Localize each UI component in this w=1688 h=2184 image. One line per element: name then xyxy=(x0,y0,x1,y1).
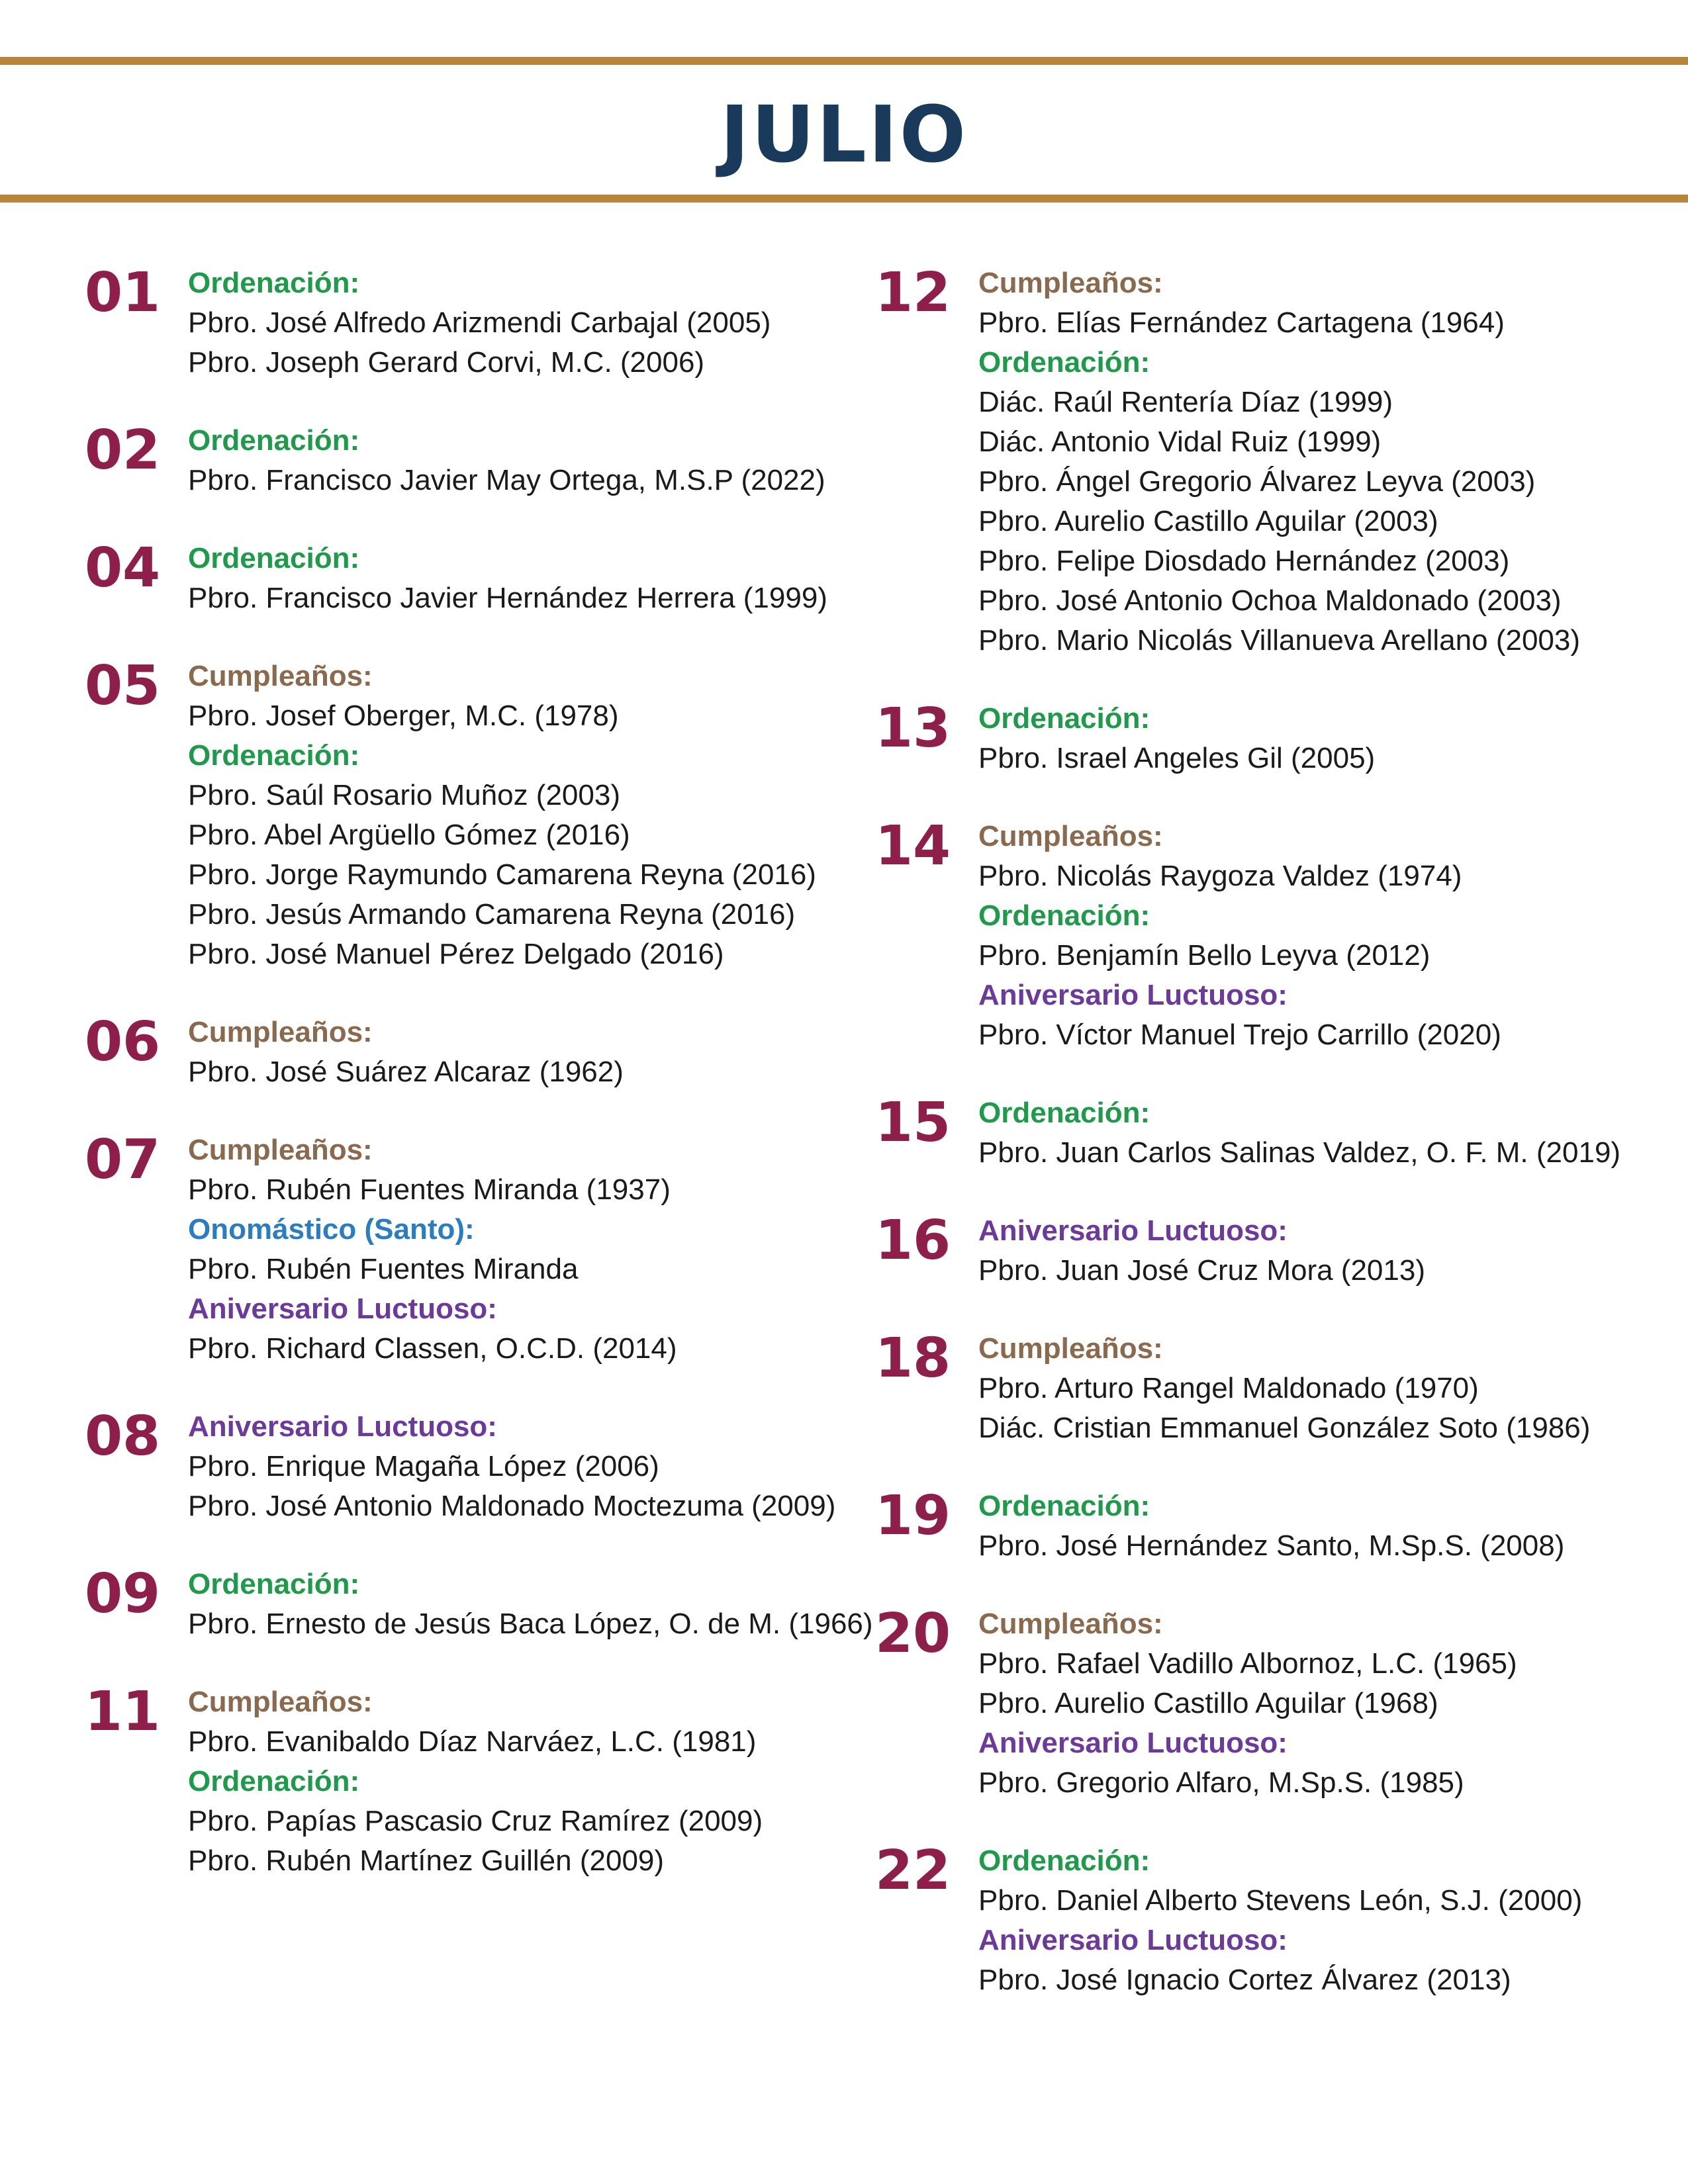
day-events xyxy=(978,1841,1663,2000)
day-events xyxy=(978,1211,1663,1291)
day-number: 19 xyxy=(875,1484,951,1547)
person-name: Pbro. Juan Carlos Salinas Valdez, O. F. M. (2019) xyxy=(978,1136,1621,1169)
person-name: Pbro. José Antonio Maldonado Moctezuma (2009) xyxy=(188,1490,836,1522)
day-number: 08 xyxy=(85,1405,161,1468)
day-events xyxy=(188,657,853,974)
day-number: 13 xyxy=(875,697,951,760)
day-entry-19 xyxy=(875,1486,1663,1566)
day-events xyxy=(188,1130,853,1369)
day-events xyxy=(978,263,1663,660)
category-heading-ordenacion: Ordenación: xyxy=(188,542,360,574)
day-events xyxy=(188,263,853,383)
person-name: Pbro. Enrique Magaña López (2006) xyxy=(188,1450,659,1482)
person-name: Diác. Raúl Rentería Díaz (1999) xyxy=(978,386,1393,418)
person-name: Pbro. Francisco Javier Hernández Herrera (1999) xyxy=(188,582,827,614)
day-number: 16 xyxy=(875,1209,951,1272)
person-name: Pbro. Papías Pascasio Cruz Ramírez (2009) xyxy=(188,1805,763,1837)
category-heading-onomastico: Onomástico (Santo): xyxy=(188,1213,475,1246)
day-entry-06 xyxy=(85,1013,853,1092)
day-entry-15 xyxy=(875,1093,1663,1173)
category-heading-ordenacion: Ordenación: xyxy=(978,346,1150,379)
month-title: JULIO xyxy=(720,89,968,180)
day-entry-11 xyxy=(85,1682,853,1881)
top-accent-rule xyxy=(0,57,1688,65)
day-events xyxy=(188,1013,853,1092)
day-number: 22 xyxy=(875,1839,951,1902)
category-heading-ordenacion: Ordenación: xyxy=(188,1765,360,1797)
left-column xyxy=(85,261,873,1881)
person-name: Pbro. José Manuel Pérez Delgado (2016) xyxy=(188,938,724,970)
day-entry-18 xyxy=(875,1329,1663,1448)
category-heading-aniversario: Aniversario Luctuoso: xyxy=(978,1214,1288,1247)
person-name: Pbro. Elías Fernández Cartagena (1964) xyxy=(978,306,1505,339)
person-name: Pbro. Abel Argüello Gómez (2016) xyxy=(188,819,630,851)
day-entry-01 xyxy=(85,263,853,383)
person-name: Pbro. Ernesto de Jesús Baca López, O. de M. (1966) xyxy=(188,1608,873,1640)
person-name: Pbro. José Hernández Santo, M.Sp.S. (2008) xyxy=(978,1529,1565,1562)
person-name: Pbro. Gregorio Alfaro, M.Sp.S. (1985) xyxy=(978,1766,1464,1799)
day-number: 06 xyxy=(85,1011,161,1073)
person-name: Pbro. Israel Angeles Gil (2005) xyxy=(978,742,1376,774)
category-heading-ordenacion: Ordenación: xyxy=(978,1844,1150,1877)
person-name: Pbro. Mario Nicolás Villanueva Arellano (2003) xyxy=(978,624,1581,657)
category-heading-ordenacion: Ordenación: xyxy=(978,1490,1150,1522)
person-name: Pbro. Aurelio Castillo Aguilar (2003) xyxy=(978,505,1438,537)
person-name: Pbro. Rubén Fuentes Miranda (1937) xyxy=(188,1173,671,1206)
person-name: Pbro. Nicolás Raygoza Valdez (1974) xyxy=(978,860,1462,892)
person-name: Pbro. Josef Oberger, M.C. (1978) xyxy=(188,700,619,732)
day-number: 15 xyxy=(875,1091,951,1154)
person-name: Pbro. Joseph Gerard Corvi, M.C. (2006) xyxy=(188,346,705,379)
right-column xyxy=(875,263,1663,2000)
person-name: Pbro. José Alfredo Arizmendi Carbajal (2005) xyxy=(188,306,771,339)
bottom-accent-rule xyxy=(0,195,1688,203)
category-heading-aniversario: Aniversario Luctuoso: xyxy=(978,979,1288,1011)
person-name: Pbro. Aurelio Castillo Aguilar (1968) xyxy=(978,1687,1438,1719)
day-entry-04 xyxy=(85,539,853,618)
day-events xyxy=(978,1604,1663,1803)
person-name: Pbro. Jorge Raymundo Camarena Reyna (2016) xyxy=(188,858,816,891)
person-name: Pbro. Rafael Vadillo Albornoz, L.C. (1965) xyxy=(978,1647,1517,1680)
day-number: 05 xyxy=(85,655,161,717)
day-number: 02 xyxy=(85,419,161,482)
person-name: Pbro. Arturo Rangel Maldonado (1970) xyxy=(978,1372,1479,1404)
category-heading-aniversario: Aniversario Luctuoso: xyxy=(978,1924,1288,1956)
person-name: Pbro. Víctor Manuel Trejo Carrillo (2020) xyxy=(978,1019,1501,1051)
day-events xyxy=(188,1407,853,1526)
category-heading-aniversario: Aniversario Luctuoso: xyxy=(188,1410,497,1443)
person-name: Diác. Cristian Emmanuel González Soto (1986) xyxy=(978,1412,1591,1444)
day-events xyxy=(188,1682,853,1881)
person-name: Pbro. Francisco Javier May Ortega, M.S.P (2022) xyxy=(188,464,825,496)
day-number: 14 xyxy=(875,815,951,878)
person-name: Pbro. Benjamín Bello Leyva (2012) xyxy=(978,939,1430,972)
person-name: Pbro. Ángel Gregorio Álvarez Leyva (2003) xyxy=(978,465,1536,498)
person-name: Pbro. Jesús Armando Camarena Reyna (2016) xyxy=(188,898,796,931)
category-heading-cumpleanos: Cumpleaños: xyxy=(978,820,1163,852)
person-name: Pbro. Daniel Alberto Stevens León, S.J. (2000) xyxy=(978,1884,1583,1917)
person-name: Diác. Antonio Vidal Ruiz (1999) xyxy=(978,426,1382,458)
day-events xyxy=(978,817,1663,1055)
day-events xyxy=(978,1486,1663,1566)
day-entry-16 xyxy=(875,1211,1663,1291)
day-number: 01 xyxy=(85,261,161,324)
day-events xyxy=(188,421,853,500)
category-heading-ordenacion: Ordenación: xyxy=(188,739,360,772)
day-entry-20 xyxy=(875,1604,1663,1803)
day-number: 12 xyxy=(875,261,951,324)
person-name: Pbro. Juan José Cruz Mora (2013) xyxy=(978,1254,1425,1287)
day-events xyxy=(978,1093,1663,1173)
category-heading-ordenacion: Ordenación: xyxy=(188,267,360,299)
day-entry-12 xyxy=(875,263,1663,660)
day-entry-07 xyxy=(85,1130,853,1369)
category-heading-aniversario: Aniversario Luctuoso: xyxy=(978,1727,1288,1759)
day-entry-13 xyxy=(875,699,1663,778)
day-number: 04 xyxy=(85,537,161,600)
category-heading-ordenacion: Ordenación: xyxy=(978,702,1150,735)
day-number: 11 xyxy=(85,1680,161,1743)
category-heading-cumpleanos: Cumpleaños: xyxy=(978,1332,1163,1365)
day-number: 09 xyxy=(85,1563,161,1625)
person-name: Pbro. Evanibaldo Díaz Narváez, L.C. (1981) xyxy=(188,1725,757,1758)
person-name: Pbro. Rubén Martínez Guillén (2009) xyxy=(188,1844,665,1877)
day-entry-14 xyxy=(875,817,1663,1055)
category-heading-cumpleanos: Cumpleaños: xyxy=(978,1608,1163,1640)
person-name: Pbro. José Suárez Alcaraz (1962) xyxy=(188,1056,624,1088)
category-heading-ordenacion: Ordenación: xyxy=(978,899,1150,932)
category-heading-cumpleanos: Cumpleaños: xyxy=(188,1134,373,1166)
day-entry-22 xyxy=(875,1841,1663,2000)
person-name: Pbro. Felipe Diosdado Hernández (2003) xyxy=(978,545,1510,577)
day-entry-02 xyxy=(85,421,853,500)
person-name: Pbro. José Ignacio Cortez Álvarez (2013) xyxy=(978,1964,1511,1996)
person-name: Pbro. Richard Classen, O.C.D. (2014) xyxy=(188,1332,677,1365)
day-entry-05 xyxy=(85,657,853,974)
category-heading-ordenacion: Ordenación: xyxy=(188,1568,360,1600)
day-events xyxy=(978,1329,1663,1448)
person-name: Pbro. Saúl Rosario Muñoz (2003) xyxy=(188,779,620,811)
category-heading-ordenacion: Ordenación: xyxy=(978,1097,1150,1129)
category-heading-ordenacion: Ordenación: xyxy=(188,424,360,457)
category-heading-cumpleanos: Cumpleaños: xyxy=(978,267,1163,299)
category-heading-cumpleanos: Cumpleaños: xyxy=(188,660,373,692)
day-number: 18 xyxy=(875,1327,951,1390)
category-heading-cumpleanos: Cumpleaños: xyxy=(188,1016,373,1048)
person-name: Pbro. Rubén Fuentes Miranda xyxy=(188,1253,579,1285)
category-heading-aniversario: Aniversario Luctuoso: xyxy=(188,1293,497,1325)
day-events xyxy=(188,539,853,618)
day-events xyxy=(978,699,1663,778)
day-entry-08 xyxy=(85,1407,853,1526)
day-entry-09 xyxy=(85,1563,873,1644)
day-number: 20 xyxy=(875,1602,951,1665)
category-heading-cumpleanos: Cumpleaños: xyxy=(188,1686,373,1718)
day-events xyxy=(188,1565,873,1644)
day-number: 07 xyxy=(85,1128,161,1191)
person-name: Pbro. José Antonio Ochoa Maldonado (2003) xyxy=(978,584,1562,617)
